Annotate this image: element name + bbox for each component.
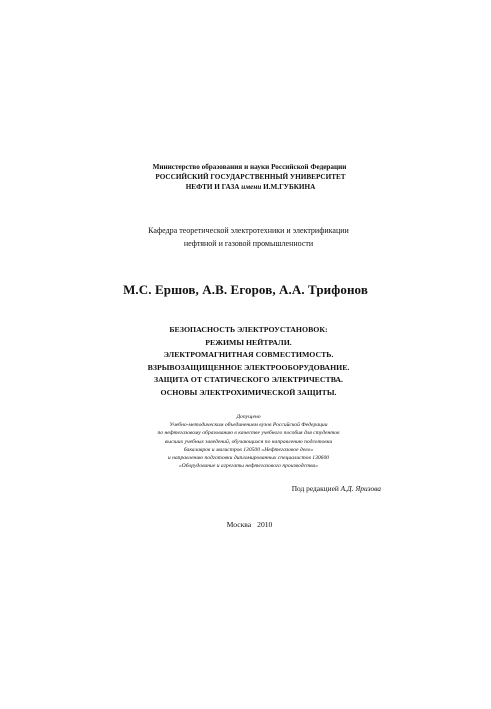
- department: [0, 224, 491, 250]
- year: 2010: [257, 520, 273, 529]
- approval-line: бакалавров и магистров 130500 «Нефтегазовое дело»: [183, 446, 314, 453]
- title-line: ЗАЩИТА ОТ СТАТИЧЕСКОГО ЭЛЕКТРИЧЕСТВА.: [153, 375, 344, 385]
- ministry-header: [0, 162, 491, 192]
- university-name-end: И.М.ГУБКИНА: [261, 183, 316, 191]
- imprint: [0, 520, 491, 529]
- city: Москва: [226, 520, 252, 529]
- approval-line: Допущено: [236, 414, 261, 420]
- approval-line: высших учебных заведений, обучающихся по направлению подготовки: [164, 438, 333, 445]
- title-line: ОСНОВЫ ЭЛЕКТРОХИМИЧЕСКОЙ ЗАЩИТЫ.: [160, 387, 337, 397]
- approval-line: Учебно-методическим объединением вузов Российской Федерации: [169, 422, 328, 429]
- title-line: ВЗРЫВОЗАЩИЩЕННОЕ ЭЛЕКТРООБОРУДОВАНИЕ.: [147, 362, 350, 372]
- approval-line: и направлению подготовки дипломированных специалистов 130600: [167, 455, 330, 462]
- editor-credit: [292, 484, 381, 493]
- university-name-line2: [0, 182, 491, 192]
- approval-note: [0, 413, 491, 470]
- department-line2: нефтяной и газовой промышленности: [183, 239, 314, 248]
- book-title: [0, 324, 491, 400]
- approval-line: «Оборудование и агрегаты нефтегазового производства»: [178, 463, 319, 470]
- title-line: ЭЛЕКТРОМАГНИТНАЯ СОВМЕСТИМОСТЬ.: [163, 350, 334, 360]
- authors: М.С. Ершов, А.В. Егоров, А.А. Трифонов: [123, 282, 368, 297]
- approval-line: по нефтегазовому образованию в качестве учебного пособия для студентов: [157, 430, 340, 437]
- department-line1: Кафедра теоретической электротехники и электрификации: [148, 226, 349, 235]
- university-name-line1: РОССИЙСКИЙ ГОСУДАРСТВЕННЫЙ УНИВЕРСИТЕТ: [155, 173, 346, 181]
- editor-prefix: Под редакцией: [291, 484, 341, 493]
- title-line: БЕЗОПАСНОСТЬ ЭЛЕКТРОУСТАНОВОК:: [169, 325, 328, 334]
- university-name-main: НЕФТИ И ГАЗА: [185, 183, 242, 191]
- university-name-italic: имени: [241, 183, 262, 191]
- ministry-name: Министерство образования и науки Российской Федерации: [152, 163, 347, 171]
- editor-name: А.Д. Яризова: [340, 484, 381, 493]
- title-line: РЕЖИМЫ НЕЙТРАЛИ.: [205, 337, 292, 347]
